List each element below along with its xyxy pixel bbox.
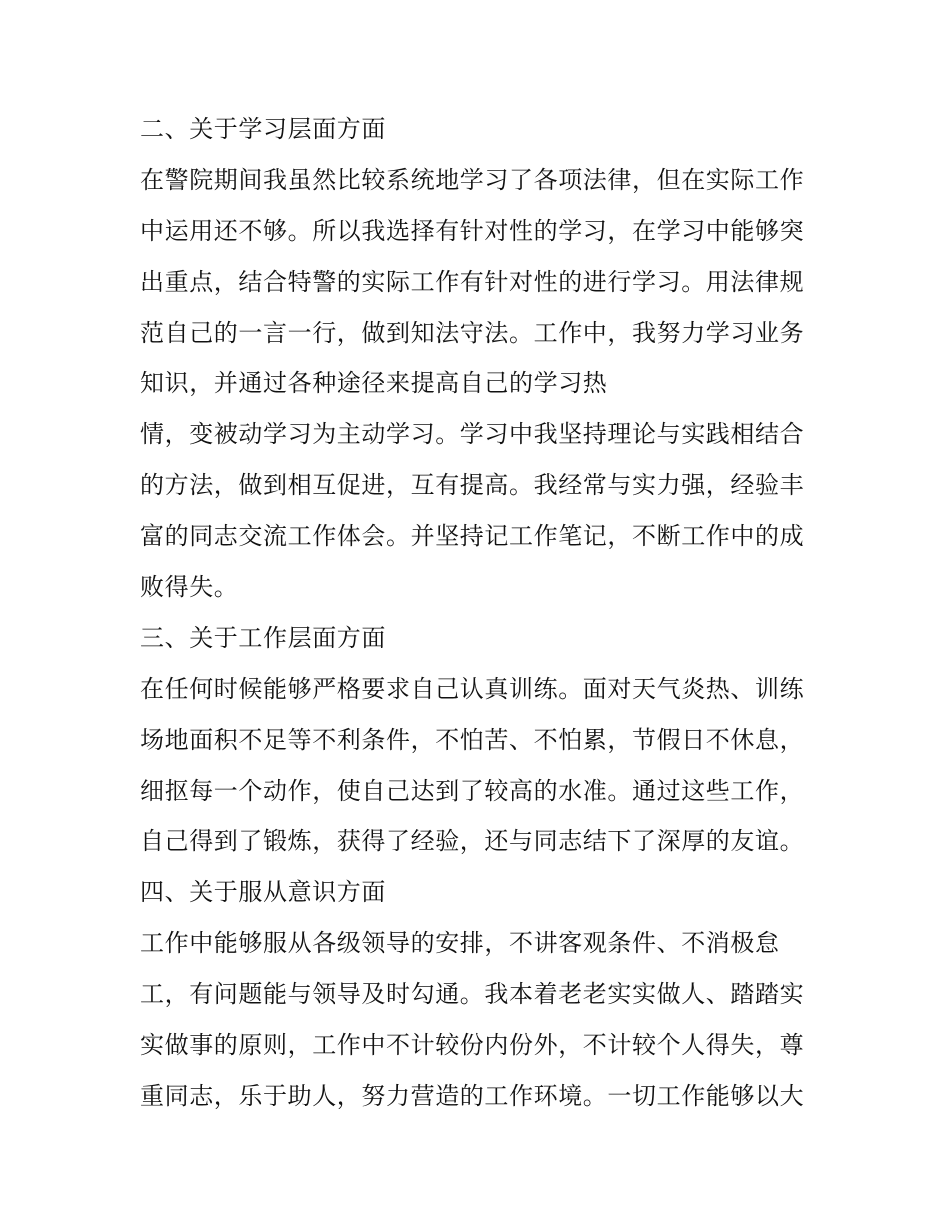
paragraph-line: 重同志，乐于助人，努力营造的工作环境。一切工作能够以大 [140, 1081, 805, 1110]
paragraph-line: 情，变被动学习为主动学习。学习中我坚持理论与实践相结合 [140, 420, 805, 449]
paragraph-line: 自己得到了锻炼，获得了经验，还与同志结下了深厚的友谊。 [140, 827, 805, 856]
paragraph-line: 实做事的原则，工作中不计较份内份外，不计较个人得失，尊 [140, 1031, 805, 1060]
section-heading-obedience: 四、关于服从意识方面 [140, 878, 386, 907]
document-body [140, 104, 820, 1122]
paragraph-line: 工，有问题能与领导及时勾通。我本着老老实实做人、踏踏实 [140, 980, 805, 1009]
paragraph-line: 富的同志交流工作体会。并坚持记工作笔记，不断工作中的成 [140, 522, 805, 551]
paragraph-line: 工作中能够服从各级领导的安排，不讲客观条件、不消极怠 [140, 929, 780, 958]
paragraph-line: 出重点，结合特警的实际工作有针对性的进行学习。用法律规 [140, 267, 805, 296]
paragraph-line: 败得失。 [140, 573, 239, 602]
paragraph-line: 在警院期间我虽然比较系统地学习了各项法律，但在实际工作 [140, 165, 805, 194]
paragraph-line: 范自己的一言一行，做到知法守法。工作中，我努力学习业务 [140, 318, 805, 347]
paragraph-line: 细抠每一个动作，使自己达到了较高的水准。通过这些工作， [140, 776, 805, 805]
paragraph-line: 场地面积不足等不利条件，不怕苦、不怕累，节假日不休息， [140, 725, 805, 754]
paragraph-line: 的方法，做到相互促进，互有提高。我经常与实力强，经验丰 [140, 471, 805, 500]
section-heading-work: 三、关于工作层面方面 [140, 623, 386, 652]
paragraph-line: 在任何时候能够严格要求自己认真训练。面对天气炎热、训练 [140, 674, 805, 703]
section-heading-study: 二、关于学习层面方面 [140, 115, 386, 143]
paragraph-line: 知识，并通过各种途径来提高自己的学习热 [140, 369, 608, 398]
paragraph-line: 中运用还不够。所以我选择有针对性的学习，在学习中能够突 [140, 216, 805, 245]
